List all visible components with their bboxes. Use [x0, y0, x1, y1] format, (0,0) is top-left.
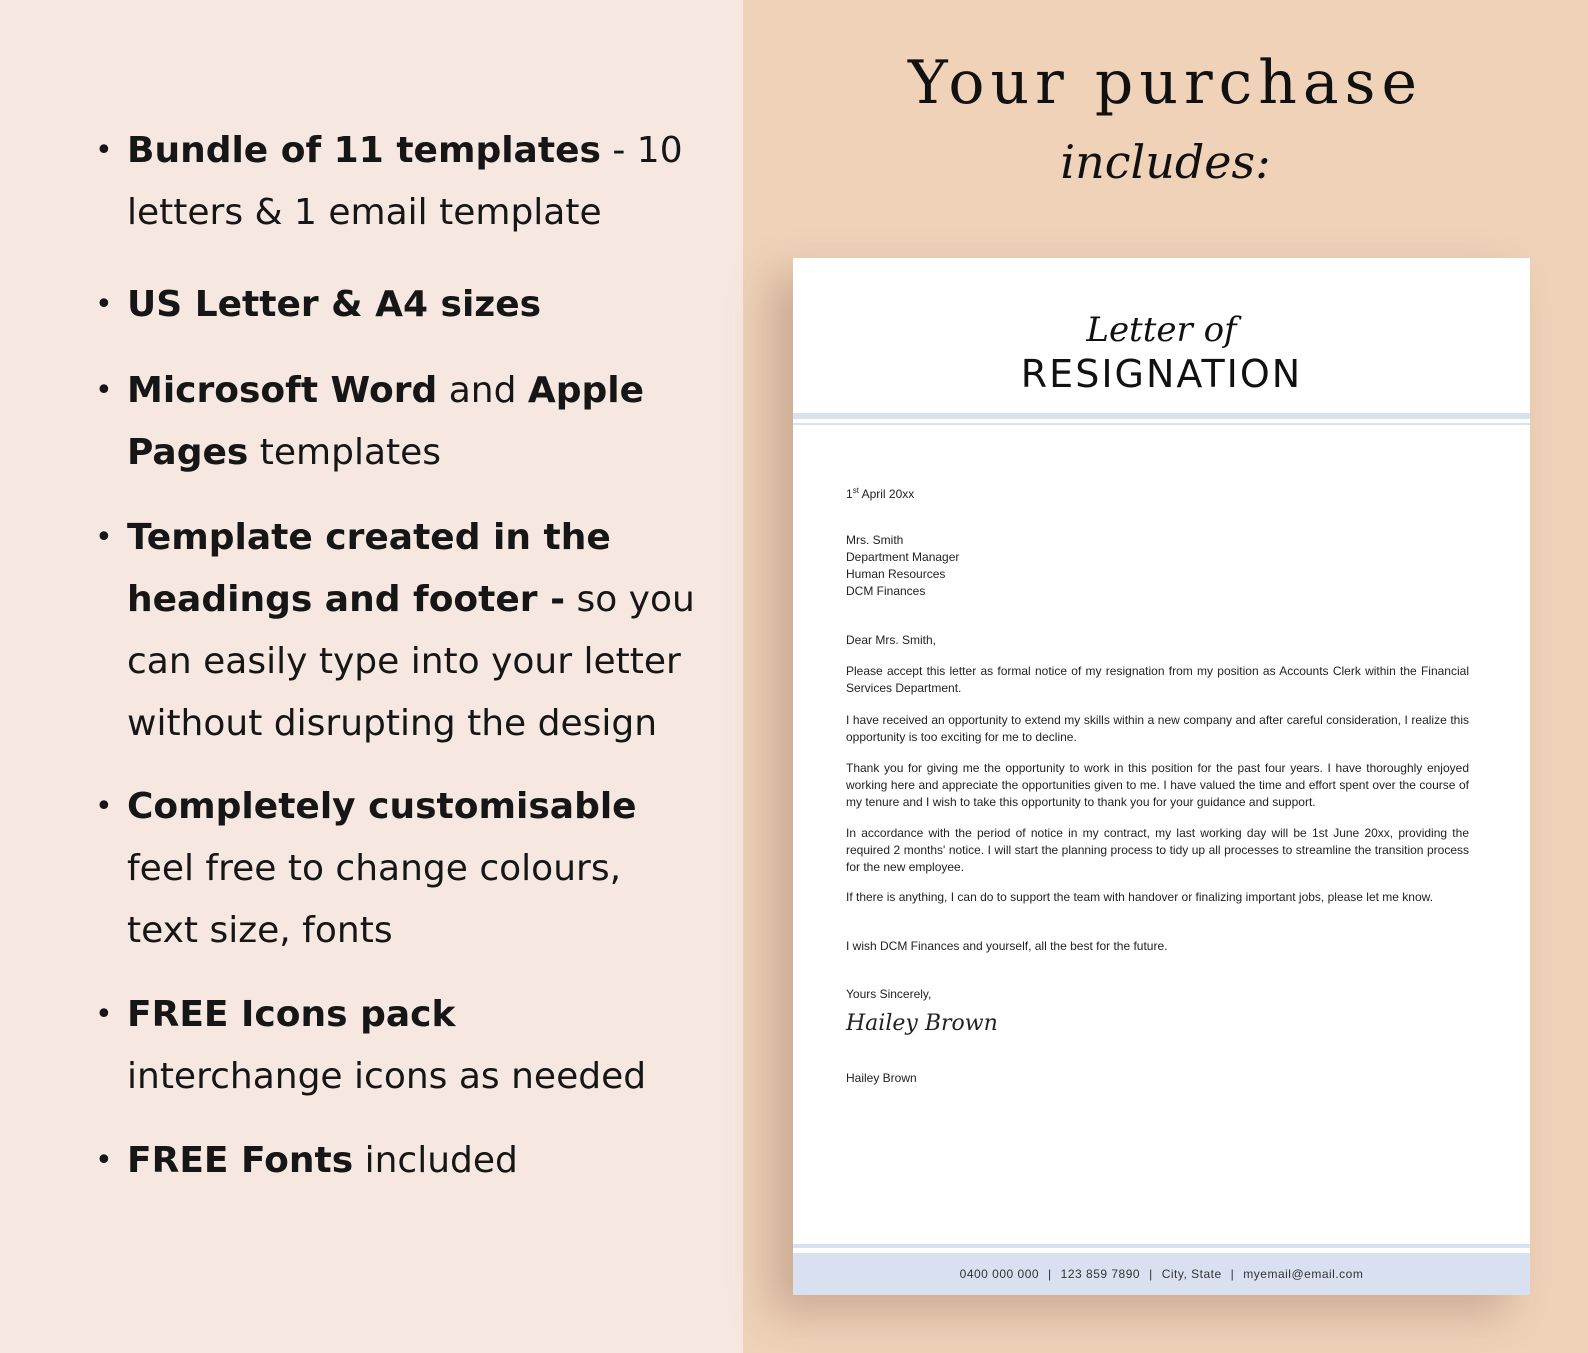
letter-preview — [793, 258, 1530, 1295]
paragraph: Thank you for giving me the opportunity to work in this position for the past four years. I have thoroughly enjoyed working here and appreciate the opportunities given to me. I have valued the time and effort spent over the course of my tenure and I wish to take this opportunity to thank you for your guidance and support. — [846, 761, 1469, 809]
feature-item — [95, 984, 727, 1108]
bullet-icon: • — [95, 789, 113, 824]
footer-email: myemail@email.com — [1243, 1267, 1364, 1281]
address-line: DCM Finances — [846, 584, 926, 598]
feature-item — [95, 274, 541, 336]
feature-rest: so you can easily type into your letter without disrupting the design — [127, 579, 695, 744]
closing: Yours Sincerely, — [846, 987, 932, 1001]
feature-bold: US Letter & A4 sizes — [127, 284, 542, 325]
address-line: Mrs. Smith — [846, 533, 904, 547]
paragraph: In accordance with the period of notice in my contract, my last working day will be 1st June 20xx, providing the required 2 months' notice. I will start the planning process to tidy up all processes to streamline the transition process for the new employee. — [846, 826, 1469, 874]
footer-phone: 0400 000 000 — [959, 1267, 1040, 1281]
feature-bold: FREE Icons pack — [127, 994, 456, 1035]
feature-item — [95, 120, 727, 244]
feature-rest: included — [353, 1140, 518, 1181]
paragraph: I have received an opportunity to extend my skills within a new company and after careful consideration, I realize this opportunity is too exciting for me to decline. — [846, 713, 1469, 744]
feature-mid: and — [437, 370, 528, 411]
footer-phone-alt: 123 859 7890 — [1060, 1267, 1141, 1281]
letter-date: 1st April 20xx — [846, 486, 915, 501]
feature-rest: - 10 letters & 1 email template — [127, 130, 683, 233]
feature-bold: Bundle of 11 templates — [127, 130, 601, 171]
bullet-icon: • — [95, 373, 113, 408]
letter-footer — [793, 1253, 1530, 1295]
feature-rest: interchange icons as needed — [127, 1056, 647, 1097]
letter-title: RESIGNATION — [1020, 352, 1303, 396]
paragraph: If there is anything, I can do to support the team with handover or finalizing important jobs, please let me know. — [846, 890, 1433, 904]
bullet-icon: • — [95, 287, 113, 322]
feature-bold: FREE Fonts — [127, 1140, 354, 1181]
paragraph: I wish DCM Finances and yourself, all the best for the future. — [846, 939, 1168, 953]
footer-separator: | — [1048, 1267, 1052, 1281]
paragraph: Please accept this letter as formal notice of my resignation from my position as Accounts Clerk within the Financial Services Department. — [846, 664, 1469, 695]
feature-bold: Template created in the headings and footer - — [127, 517, 611, 620]
feature-rest: templates — [248, 432, 442, 473]
feature-bold: Completely customisable — [127, 786, 637, 827]
feature-bold: Microsoft Word — [127, 370, 438, 411]
purchase-title: Your purchase — [908, 48, 1423, 118]
feature-bold: Apple Pages — [127, 370, 645, 473]
footer-separator: | — [1149, 1267, 1153, 1281]
signer-name: Hailey Brown — [846, 1071, 917, 1085]
feature-item — [95, 507, 727, 755]
feature-item — [95, 1130, 518, 1192]
footer-separator: | — [1230, 1267, 1235, 1281]
feature-item — [95, 360, 687, 484]
bullet-icon: • — [95, 1143, 113, 1178]
footer-location: City, State — [1161, 1267, 1222, 1281]
header-rule — [793, 413, 1530, 419]
address-line: Department Manager — [846, 550, 960, 564]
address-line: Human Resources — [846, 567, 946, 581]
feature-item — [95, 776, 687, 962]
bullet-icon: • — [95, 997, 113, 1032]
greeting: Dear Mrs. Smith, — [846, 633, 937, 647]
letter-script-title: Letter of — [1086, 310, 1237, 350]
bullet-icon: • — [95, 133, 113, 168]
recipient-address — [846, 532, 1469, 600]
bullet-icon: • — [95, 520, 113, 555]
purchase-subtitle: includes: — [1060, 135, 1271, 189]
feature-rest: feel free to change colours, text size, fonts — [127, 848, 622, 951]
header-rule-thin — [793, 423, 1530, 425]
signature: Hailey Brown — [846, 1011, 998, 1036]
footer-rule — [793, 1244, 1530, 1248]
